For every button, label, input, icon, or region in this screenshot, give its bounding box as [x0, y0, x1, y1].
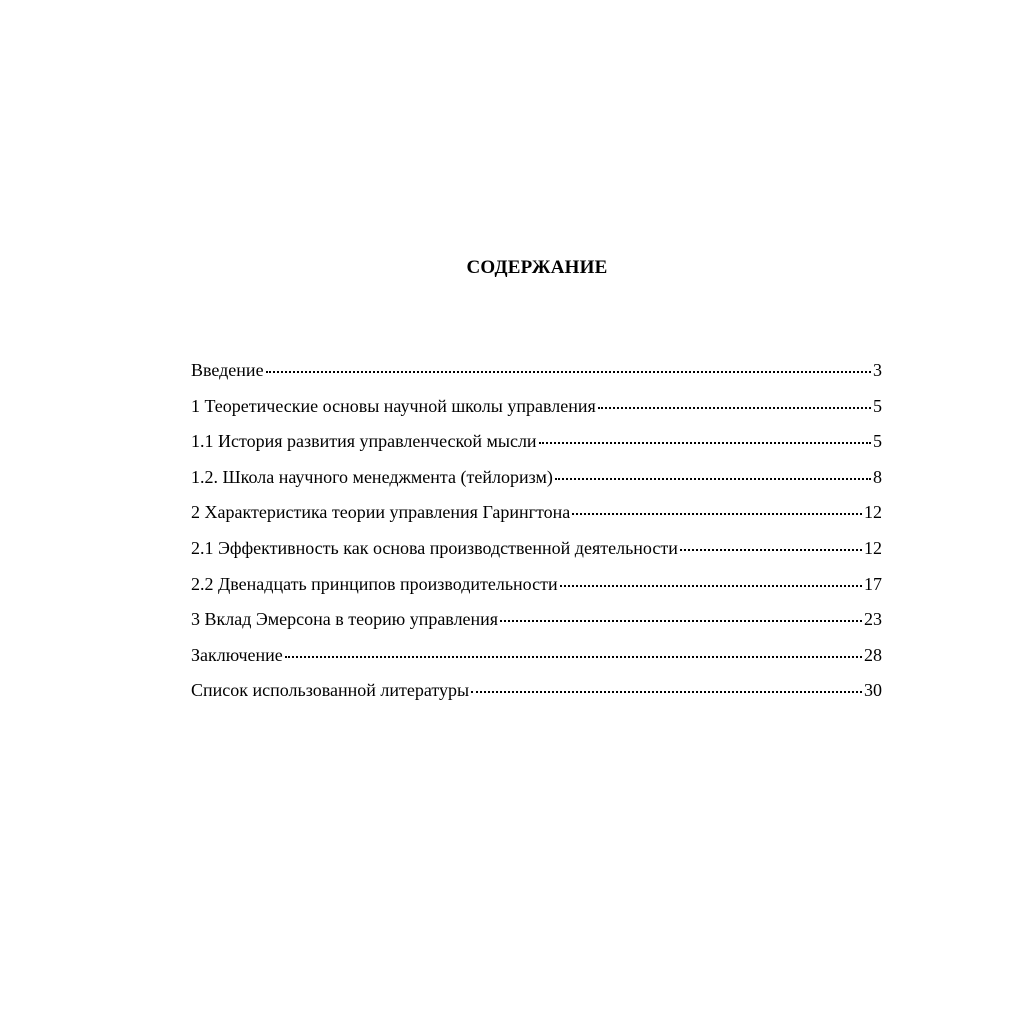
toc-entry-page-number: 5	[873, 431, 882, 452]
toc-heading: СОДЕРЖАНИЕ	[466, 257, 608, 278]
toc-entry-conclusion	[191, 643, 882, 679]
toc-entry-label: 2.2 Двенадцать принципов производительности	[191, 573, 558, 594]
toc-entry-label: 2.1 Эффективность как основа производственной деятельности	[191, 537, 678, 558]
toc-entry-label: Введение	[191, 360, 264, 380]
dot-leader	[560, 584, 862, 587]
toc-entry-introduction	[191, 358, 882, 394]
toc-entry-page-number: 3	[873, 360, 882, 380]
toc-entry-section-1-1	[191, 429, 882, 465]
toc-entry-label: Заключение	[191, 644, 283, 665]
toc-entry-chapter-2	[191, 500, 882, 536]
dot-leader	[598, 406, 871, 409]
toc-entry-label: Список использованной литературы	[191, 680, 470, 701]
toc-entry-page-number: 8	[873, 466, 882, 487]
dot-leader	[266, 370, 871, 373]
dot-leader	[680, 548, 862, 551]
toc-entry-section-2-1	[191, 536, 882, 572]
toc-entry-page-number: 23	[864, 609, 882, 630]
toc-entry-references	[191, 678, 882, 714]
toc-entry-page-number: 17	[864, 573, 882, 594]
table-of-contents	[191, 358, 882, 714]
toc-entry-page-number: 30	[864, 680, 882, 701]
toc-entry-chapter-1	[191, 394, 882, 430]
toc-entry-page-number: 5	[873, 395, 882, 416]
dot-leader	[471, 690, 862, 693]
toc-entry-page-number: 12	[864, 502, 882, 523]
toc-entry-label: 1.1 История развития управленческой мысли	[191, 431, 537, 452]
toc-entry-chapter-3	[191, 607, 882, 643]
toc-entry-label: 1.2. Школа научного менеджмента (тейлоризм)	[191, 466, 553, 487]
toc-entry-label: 1 Теоретические основы научной школы управления	[191, 395, 596, 416]
toc-entry-section-2-2	[191, 572, 882, 608]
dot-leader	[539, 441, 871, 444]
toc-entry-section-1-2	[191, 465, 882, 501]
dot-leader	[285, 655, 862, 658]
toc-entry-page-number: 12	[864, 537, 882, 558]
toc-entry-label: 3 Вклад Эмерсона в теорию управления	[191, 609, 499, 630]
dot-leader	[500, 619, 862, 622]
dot-leader	[572, 512, 862, 515]
dot-leader	[555, 477, 871, 480]
toc-entry-page-number: 28	[864, 644, 882, 665]
toc-entry-label: 2 Характеристика теории управления Гарингтона	[191, 502, 571, 523]
